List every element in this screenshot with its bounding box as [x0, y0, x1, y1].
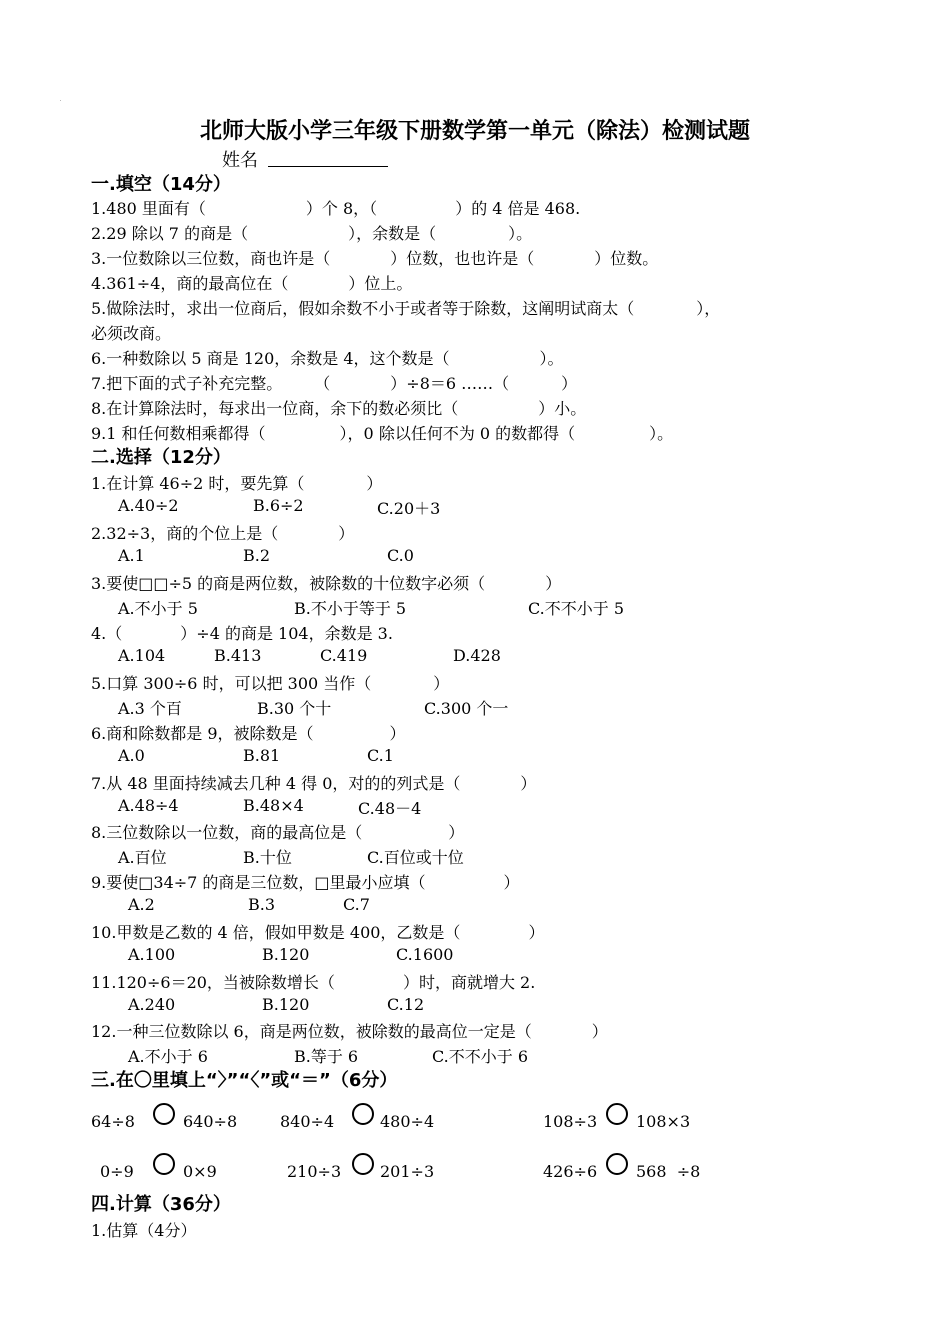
fill-item-7-part-c: ）÷8＝6 ……（ — [390, 374, 510, 393]
choice-q7-stem-end: ） — [520, 774, 537, 793]
choice-q4-option-c[interactable]: C.419 — [320, 646, 368, 665]
compare-right-6: 568 ÷8 — [636, 1162, 701, 1181]
compare-left-6: 426÷6 — [543, 1162, 598, 1181]
fill-item-9-part-a: 9.1 和任何数相乘都得（ — [91, 424, 266, 443]
fill-item-6-part-a: 6.一种数除以 5 商是 120，余数是 4，这个数是（ — [91, 349, 450, 368]
fill-item-4-part-a: 4.361÷4，商的最高位在（ — [91, 274, 289, 293]
fill-item-5-part-b: ）， — [696, 299, 721, 318]
choice-q2-option-a[interactable]: A.1 — [118, 546, 145, 565]
choice-q12-option-a[interactable]: A.不小于 6 — [128, 1047, 208, 1066]
choice-q10-stem: 10.甲数是乙数的 4 倍，假如甲数是 400，乙数是（ — [91, 923, 461, 942]
choice-q10-stem-end: ） — [528, 923, 545, 942]
fill-item-7-part-d: ） — [561, 374, 578, 393]
choice-q12-stem: 12.一种三位数除以 6，商是两位数，被除数的最高位一定是（ — [91, 1022, 532, 1041]
choice-q5-stem-end: ） — [433, 674, 450, 693]
fill-item-8 — [91, 396, 586, 419]
fill-item-5 — [91, 296, 720, 319]
choice-q11-stem-end: ）时，商就增大 2. — [402, 973, 536, 992]
choice-q2-stem: 2.32÷3，商的个位上是（ — [91, 524, 279, 543]
choice-question-4 — [91, 621, 393, 644]
choice-q11-stem: 11.120÷6＝20，当被除数增长（ — [91, 973, 335, 992]
choice-question-5 — [91, 671, 449, 694]
choice-q12-option-b[interactable]: B.等于 6 — [294, 1047, 359, 1066]
choice-q8-option-b[interactable]: B.十位 — [243, 848, 292, 867]
choice-q7-option-b[interactable]: B.48×4 — [243, 796, 304, 815]
fill-item-7-part-a: 7.把下面的式子补充完整。 — [91, 374, 283, 393]
fill-item-2-part-b: ），余数是（ — [348, 224, 437, 243]
choice-q4-option-d[interactable]: D.428 — [453, 646, 501, 665]
name-label: 姓名 — [222, 150, 258, 171]
compare-circle-2[interactable] — [352, 1103, 374, 1125]
choice-q3-option-b[interactable]: B.不小于等于 5 — [294, 599, 407, 618]
fill-item-5-part-a: 5.做除法时，求出一位商后，假如余数不小于或者等于除数，这阐明试商太（ — [91, 299, 635, 318]
choice-question-6 — [91, 721, 406, 744]
choice-question-3 — [91, 571, 561, 594]
compare-circle-3[interactable] — [606, 1103, 628, 1125]
choice-q9-stem: 9.要使□34÷7 的商是三位数，□里最小应填（ — [91, 873, 426, 892]
choice-question-10 — [91, 920, 544, 943]
fill-item-5-cont: 必须改商。 — [91, 324, 172, 343]
choice-q10-option-c[interactable]: C.1600 — [396, 945, 454, 964]
compare-circle-1[interactable] — [153, 1103, 175, 1125]
compare-right-4: 0×9 — [183, 1162, 217, 1181]
compare-left-5: 210÷3 — [287, 1162, 342, 1181]
choice-q6-option-b[interactable]: B.81 — [243, 746, 281, 765]
choice-q3-stem-end: ） — [545, 574, 562, 593]
fill-item-2-part-a: 2.29 除以 7 的商是（ — [91, 224, 249, 243]
choice-q1-option-c[interactable]: C.20＋3 — [377, 499, 441, 518]
choice-q5-option-c[interactable]: C.300 个一 — [424, 699, 509, 718]
choice-q6-stem: 6.商和除数都是 9，被除数是（ — [91, 724, 314, 743]
choice-q2-option-c[interactable]: C.0 — [387, 546, 414, 565]
choice-question-12 — [91, 1019, 608, 1042]
choice-q1-stem-end: ） — [366, 474, 383, 493]
compare-left-1: 64÷8 — [91, 1112, 135, 1131]
fill-item-7-part-b: （ — [314, 374, 331, 393]
fill-item-9 — [91, 421, 673, 444]
choice-q5-option-b[interactable]: B.30 个十 — [257, 699, 332, 718]
choice-q10-option-b[interactable]: B.120 — [262, 945, 310, 964]
choice-q4-stem-end: ）÷4 的商是 104，余数是 3. — [180, 624, 393, 643]
choice-q8-option-a[interactable]: A.百位 — [118, 848, 167, 867]
compare-circle-4[interactable] — [153, 1153, 175, 1175]
choice-q7-stem: 7.从 48 里面持续减去几种 4 得 0，对的的列式是（ — [91, 774, 461, 793]
name-blank-line[interactable] — [268, 166, 388, 167]
choice-q2-option-b[interactable]: B.2 — [243, 546, 271, 565]
section-calc-header: 四.计算（36分） — [91, 1194, 231, 1215]
choice-q12-stem-end: ） — [591, 1022, 608, 1041]
fill-item-9-part-b: ），0 除以任何不为 0 的数都得（ — [339, 424, 576, 443]
section-fill-blank-header: 一.填空（14分） — [91, 174, 231, 195]
fill-item-3 — [91, 246, 658, 269]
compare-left-3: 108÷3 — [543, 1112, 598, 1131]
fill-item-3-part-a: 3.一位数除以三位数，商也许是（ — [91, 249, 331, 268]
compare-right-3: 108×3 — [636, 1112, 691, 1131]
compare-right-5: 201÷3 — [380, 1162, 435, 1181]
choice-q4-option-a[interactable]: A.104 — [118, 646, 166, 665]
choice-q11-option-a[interactable]: A.240 — [128, 995, 176, 1014]
compare-right-2: 480÷4 — [380, 1112, 435, 1131]
compare-left-4: 0÷9 — [100, 1162, 134, 1181]
section-choice-header: 二.选择（12分） — [91, 447, 231, 468]
choice-question-11 — [91, 970, 535, 993]
fill-item-1-part-b: ）个 8，（ — [305, 199, 378, 218]
choice-q7-option-a[interactable]: A.48÷4 — [118, 796, 179, 815]
fill-item-6-part-b: ）。 — [539, 349, 564, 368]
choice-q11-option-c[interactable]: C.12 — [387, 995, 425, 1014]
fill-item-2 — [91, 221, 532, 244]
choice-q9-option-a[interactable]: A.2 — [128, 895, 155, 914]
fill-item-4 — [91, 271, 412, 294]
choice-q8-option-c[interactable]: C.百位或十位 — [367, 848, 464, 867]
choice-q8-stem-end: ） — [448, 823, 465, 842]
choice-question-9 — [91, 870, 520, 893]
choice-question-7 — [91, 771, 536, 794]
choice-question-1 — [91, 471, 382, 494]
compare-right-1: 640÷8 — [183, 1112, 238, 1131]
choice-q3-stem: 3.要使□□÷5 的商是两位数，被除数的十位数字必须（ — [91, 574, 486, 593]
choice-question-8 — [91, 820, 464, 843]
choice-q6-option-a[interactable]: A.0 — [118, 746, 145, 765]
choice-q3-option-c[interactable]: C.不不小于 5 — [528, 599, 625, 618]
fill-item-7 — [91, 371, 577, 394]
compare-circle-6[interactable] — [606, 1153, 628, 1175]
fill-item-1-part-c: ）的 4 倍是 468. — [455, 199, 581, 218]
scan-dot — [60, 100, 61, 101]
choice-q9-option-b[interactable]: B.3 — [248, 895, 276, 914]
choice-q4-option-b[interactable]: B.413 — [214, 646, 262, 665]
compare-circle-5[interactable] — [352, 1153, 374, 1175]
calc-estimate-label: 1.估算（4分） — [91, 1221, 197, 1240]
choice-q5-option-a[interactable]: A.3 个百 — [118, 699, 182, 718]
fill-item-3-part-b: ）位数，也也许是（ — [390, 249, 535, 268]
fill-item-8-part-b: ）小。 — [538, 399, 587, 418]
choice-q1-stem: 1.在计算 46÷2 时，要先算（ — [91, 474, 305, 493]
choice-q10-option-a[interactable]: A.100 — [128, 945, 176, 964]
choice-q9-option-c[interactable]: C.7 — [343, 895, 370, 914]
choice-q4-stem: 4.（ — [91, 624, 123, 643]
fill-item-9-part-c: ）。 — [649, 424, 674, 443]
fill-item-1-part-a: 1.480 里面有（ — [91, 199, 206, 218]
fill-item-1 — [91, 196, 580, 219]
compare-left-2: 840÷4 — [280, 1112, 335, 1131]
choice-q12-option-c[interactable]: C.不不小于 6 — [432, 1047, 529, 1066]
choice-q11-option-b[interactable]: B.120 — [262, 995, 310, 1014]
section-compare-header: 三.在〇里填上“〉”“〈”或“＝”（6分） — [91, 1070, 398, 1091]
fill-item-6 — [91, 346, 564, 369]
fill-item-2-part-c: ）。 — [508, 224, 533, 243]
page-title: 北师大版小学三年级下册数学第一单元（除法）检测试题 — [199, 119, 750, 144]
choice-q1-option-a[interactable]: A.40÷2 — [118, 496, 179, 515]
choice-q9-stem-end: ） — [503, 873, 520, 892]
choice-q8-stem: 8.三位数除以一位数，商的最高位是（ — [91, 823, 363, 842]
choice-q6-option-c[interactable]: C.1 — [367, 746, 394, 765]
choice-q3-option-a[interactable]: A.不小于 5 — [118, 599, 198, 618]
choice-question-2 — [91, 521, 354, 544]
fill-item-8-part-a: 8.在计算除法时，每求出一位商，余下的数必须比（ — [91, 399, 459, 418]
fill-item-4-part-b: ）位上。 — [348, 274, 413, 293]
choice-q7-option-c[interactable]: C.48－4 — [358, 799, 422, 818]
choice-q5-stem: 5.口算 300÷6 时，可以把 300 当作（ — [91, 674, 372, 693]
choice-q6-stem-end: ） — [389, 724, 406, 743]
fill-item-3-part-c: ）位数。 — [594, 249, 659, 268]
choice-q1-option-b[interactable]: B.6÷2 — [253, 496, 304, 515]
choice-q2-stem-end: ） — [338, 524, 355, 543]
